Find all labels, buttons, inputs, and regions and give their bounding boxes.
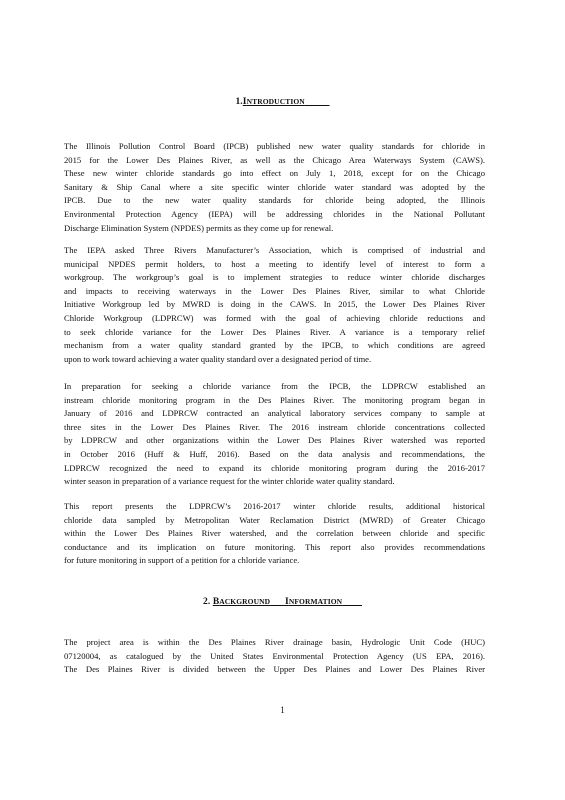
- text-line: LDPRCW recognized the need to expand its chloride monitoring program during the 2016-2017: [64, 462, 485, 473]
- text-line: The Illinois Pollution Control Board (IPCB) published new water quality standards for chloride in: [64, 141, 485, 151]
- heading-smallcaps: NTRODUCTION: [246, 97, 305, 106]
- paragraph-4: [64, 500, 485, 568]
- text-line: municipal NPDES permit holders, to host a meeting to identify level of interest to form a: [64, 258, 485, 269]
- text-line: These new winter chloride standards go into effect on July 1, 2018, except for on the Chicago: [64, 168, 485, 179]
- heading-initial: I: [285, 597, 289, 607]
- text-line: mechanism from a water quality standard granted by the IPCB, to which conditions are agreed: [64, 340, 485, 351]
- text-line: by LDPRCW and other organizations within the Lower Des Plaines River watershed was reported: [64, 435, 485, 446]
- text-line: for future monitoring in support of a petition for a chloride variance.: [64, 555, 300, 566]
- paragraph-3: [64, 380, 485, 489]
- text-line: The IEPA asked Three Rivers Manufacturer’s Association, which is comprised of industrial and: [64, 245, 485, 255]
- paragraph-5: [64, 636, 485, 677]
- text-line: to seek chloride variance for the Lower Des Plaines River. A variance is a temporary relief: [64, 326, 485, 337]
- text-line: in October 2016 (Huff & Huff, 2016). Based on the data analysis and recommendations, the: [64, 448, 485, 459]
- paragraph-1: [64, 140, 485, 235]
- text-line: In preparation for seeking a chloride variance from the IPCB, the LDPRCW established an: [64, 381, 485, 391]
- text-line: IPCB. Due to the new water quality standards for chloride being adopted, the Illinois: [64, 195, 485, 206]
- paragraph-2: [64, 244, 485, 366]
- text-line: Environmental Protection Agency (IEPA) will be addressing chlorides in the National Pollutant: [64, 208, 485, 219]
- text-line: January of 2016 and LDPRCW contracted an analytical laboratory services company to sample at: [64, 408, 485, 419]
- text-line: workgroup. The workgroup’s goal is to implement strategies to reduce winter chloride discharges: [64, 272, 485, 283]
- text-line: Initiative Workgroup led by MWRD is doing in the CAWS. In 2015, the Lower Des Plaines River: [64, 299, 485, 310]
- text-line: Discharge Elimination System (NPDES) permits as they come up for renewal.: [64, 222, 334, 233]
- text-line: 2015 for the Lower Des Plaines River, as well as the Chicago Area Waterways System (CAWS).: [64, 154, 485, 165]
- text-line: 07120004, as catalogued by the United States Environmental Protection Agency (US EPA, 2016).: [64, 650, 485, 661]
- text-line: The project area is within the Des Plaines River drainage basin, Hydrologic Unit Code (HUC): [64, 637, 485, 647]
- section-heading-introduction: [0, 97, 565, 107]
- heading-smallcaps: ACKGROUND: [219, 597, 271, 606]
- text-line: three sites in the Lower Des Plaines River. The 2016 instream chloride concentrations collected: [64, 421, 485, 432]
- text-line: chloride data sampled by Metropolitan Water Reclamation District (MWRD) of Greater Chicago: [64, 514, 485, 525]
- text-line: conductance and its implication on future monitoring. This report also provides recommendations: [64, 541, 485, 552]
- page-number: 1: [280, 705, 285, 715]
- section-heading-background: [0, 597, 565, 607]
- text-line: The Des Plaines River is divided between the Upper Des Plaines and Lower Des Plaines River: [64, 664, 485, 675]
- text-line: upon to work toward achieving a water quality standard over a designated period of time.: [64, 353, 372, 364]
- text-line: Chloride Workgroup (LDPRCW) was formed with the goal of achieving chloride reductions and: [64, 312, 485, 323]
- text-line: instream chloride monitoring program in the Des Plaines River. The monitoring program began in: [64, 394, 485, 405]
- text-line: Sanitary & Ship Canal where a site specific winter chloride water standard was adopted by the: [64, 181, 485, 192]
- heading-smallcaps: NFORMATION: [288, 597, 343, 606]
- section-number: 1.: [235, 97, 243, 107]
- text-line: and impacts to receiving waterways in the Lower Des Plaines River, similar to what Chloride: [64, 285, 485, 296]
- section-number: 2.: [203, 597, 211, 607]
- text-line: This report presents the LDPRCW’s 2016-2017 winter chloride results, additional historical: [64, 501, 485, 511]
- text-line: winter season in preparation of a variance request for the winter chloride water quality standard.: [64, 476, 395, 487]
- heading-initial: B: [212, 597, 220, 607]
- heading-initial: I: [242, 97, 247, 107]
- text-line: within the Lower Des Plaines River watershed, and the correlation between chloride and specific: [64, 528, 485, 539]
